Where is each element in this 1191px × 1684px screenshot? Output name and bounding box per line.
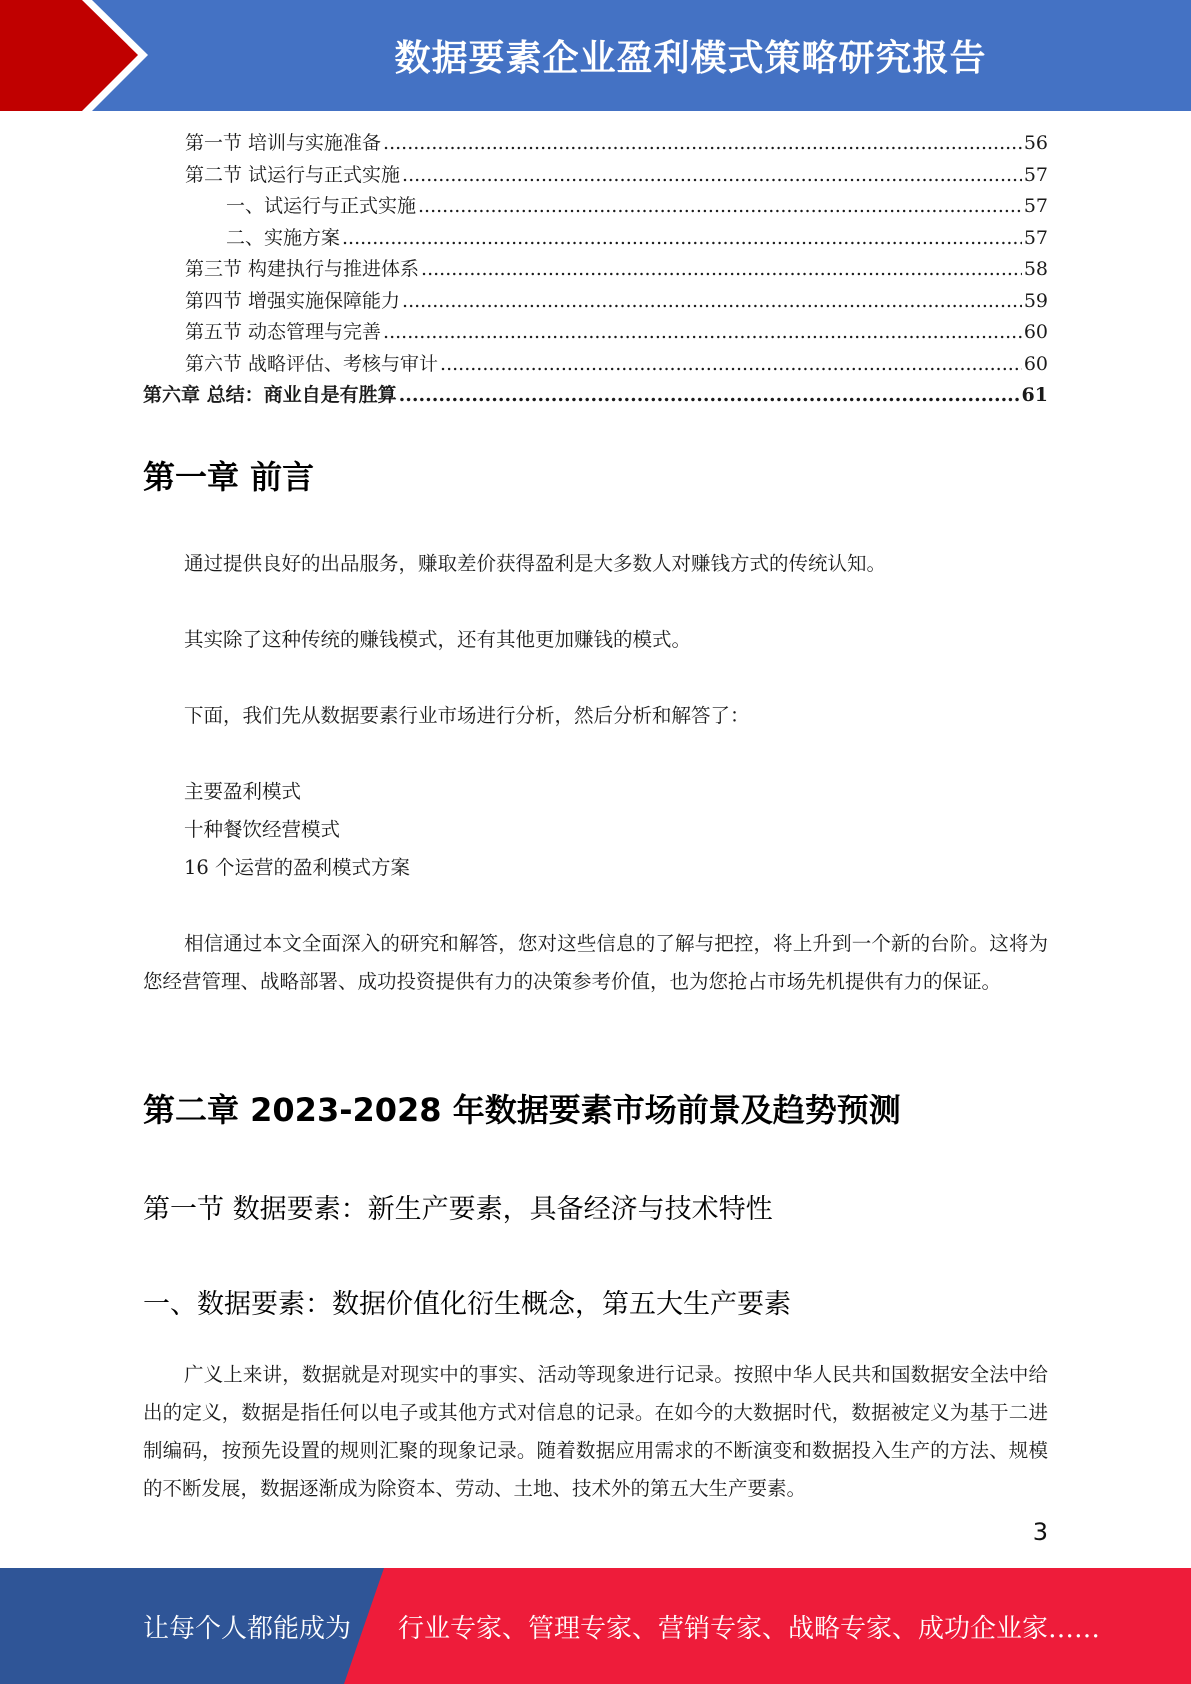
toc-leader-dots xyxy=(383,317,1022,349)
toc-leader-dots xyxy=(421,254,1022,286)
paragraph: 其实除了这种传统的赚钱模式，还有其他更加赚钱的模式。 xyxy=(184,628,692,651)
toc-entry-label: 第五节 动态管理与完善 xyxy=(185,321,382,343)
toc-entry-page: 56 xyxy=(1023,132,1048,154)
footer-slogan-left: 让每个人都能成为 xyxy=(143,1613,352,1644)
paragraph: 相信通过本文全面深入的研究和解答，您对这些信息的了解与把控，将上升到一个新的台阶。这将为您经营管理、战略部署、成功投资提供有力的决策参考价值，也为您抢占市场先机提供有力的保证。 xyxy=(143,932,1048,993)
toc-entry-label: 第三节 构建执行与推进体系 xyxy=(185,258,420,280)
chapter-2-heading: 第二章 2023-2028 年数据要素市场前景及趋势预测 xyxy=(143,1091,901,1129)
table-of-contents xyxy=(143,128,1048,412)
subsection-heading: 一、数据要素：数据价值化衍生概念，第五大生产要素 xyxy=(143,1289,791,1320)
page-number: 3 xyxy=(1032,1518,1048,1546)
toc-entry[interactable] xyxy=(143,128,1048,160)
toc-leader-dots xyxy=(402,160,1022,192)
toc-entry-page: 59 xyxy=(1023,289,1048,312)
toc-entry[interactable] xyxy=(143,160,1048,192)
paragraph: 通过提供良好的出品服务，赚取差价获得盈利是大多数人对赚钱方式的传统认知。 xyxy=(184,552,887,575)
toc-entry[interactable] xyxy=(143,349,1048,381)
header-banner xyxy=(0,0,1191,111)
toc-entry-page: 57 xyxy=(1023,195,1048,217)
toc-entry[interactable] xyxy=(143,254,1048,286)
toc-entry-label: 二、实施方案 xyxy=(226,226,341,249)
paragraph: 广义上来讲，数据就是对现实中的事实、活动等现象进行记录。按照中华人民共和国数据安全法中给出的定义，数据是指任何以电子或其他方式对信息的记录。在如今的大数据时代，数据被定义为基于二进制编码，按预先设置的规则汇聚的现象记录。随着数据应用需求的不断演变和数据投入生产的方法、规模的不断发展，数据逐渐成为除资本、劳动、土地、技术外的第五大生产要素。 xyxy=(143,1363,1048,1500)
footer-slogan-right: 行业专家、管理专家、营销专家、战略专家、成功企业家…… xyxy=(398,1613,1101,1644)
toc-entry[interactable] xyxy=(143,223,1048,255)
toc-leader-dots xyxy=(399,380,1020,412)
toc-entry-page: 60 xyxy=(1023,352,1048,375)
toc-entry-page: 57 xyxy=(1023,163,1048,186)
toc-entry-label: 第四节 增强实施保障能力 xyxy=(185,289,401,312)
toc-entry-page: 58 xyxy=(1023,258,1048,280)
toc-entry[interactable] xyxy=(143,380,1048,412)
toc-leader-dots xyxy=(383,128,1022,160)
toc-entry[interactable] xyxy=(143,286,1048,318)
list-item: 16 个运营的盈利模式方案 xyxy=(184,856,411,879)
toc-entry-label: 第二节 试运行与正式实施 xyxy=(185,163,401,186)
toc-entry[interactable] xyxy=(143,317,1048,349)
toc-leader-dots xyxy=(342,223,1022,255)
header-arrow-decoration xyxy=(0,0,160,111)
toc-leader-dots xyxy=(440,349,1022,381)
toc-entry-page: 60 xyxy=(1023,321,1048,343)
toc-leader-dots xyxy=(402,286,1022,318)
toc-entry[interactable] xyxy=(143,191,1048,223)
footer-banner xyxy=(0,1568,1191,1684)
toc-entry-page: 57 xyxy=(1023,226,1048,249)
report-title: 数据要素企业盈利模式策略研究报告 xyxy=(394,38,987,79)
paragraph: 下面，我们先从数据要素行业市场进行分析，然后分析和解答了： xyxy=(184,704,750,727)
toc-entry-label: 一、试运行与正式实施 xyxy=(226,195,417,217)
toc-entry-label: 第六章 总结：商业自是有胜算 xyxy=(143,384,397,406)
chapter-1-heading: 第一章 前言 xyxy=(143,458,315,496)
toc-entry-label: 第六节 战略评估、考核与审计 xyxy=(185,352,439,375)
section-heading: 第一节 数据要素：新生产要素，具备经济与技术特性 xyxy=(143,1194,773,1225)
toc-entry-page: 61 xyxy=(1021,384,1048,406)
toc-leader-dots xyxy=(418,191,1022,223)
list-item: 主要盈利模式 xyxy=(184,780,302,803)
list-item: 十种餐饮经营模式 xyxy=(184,818,341,841)
toc-entry-label: 第一节 培训与实施准备 xyxy=(185,132,382,154)
